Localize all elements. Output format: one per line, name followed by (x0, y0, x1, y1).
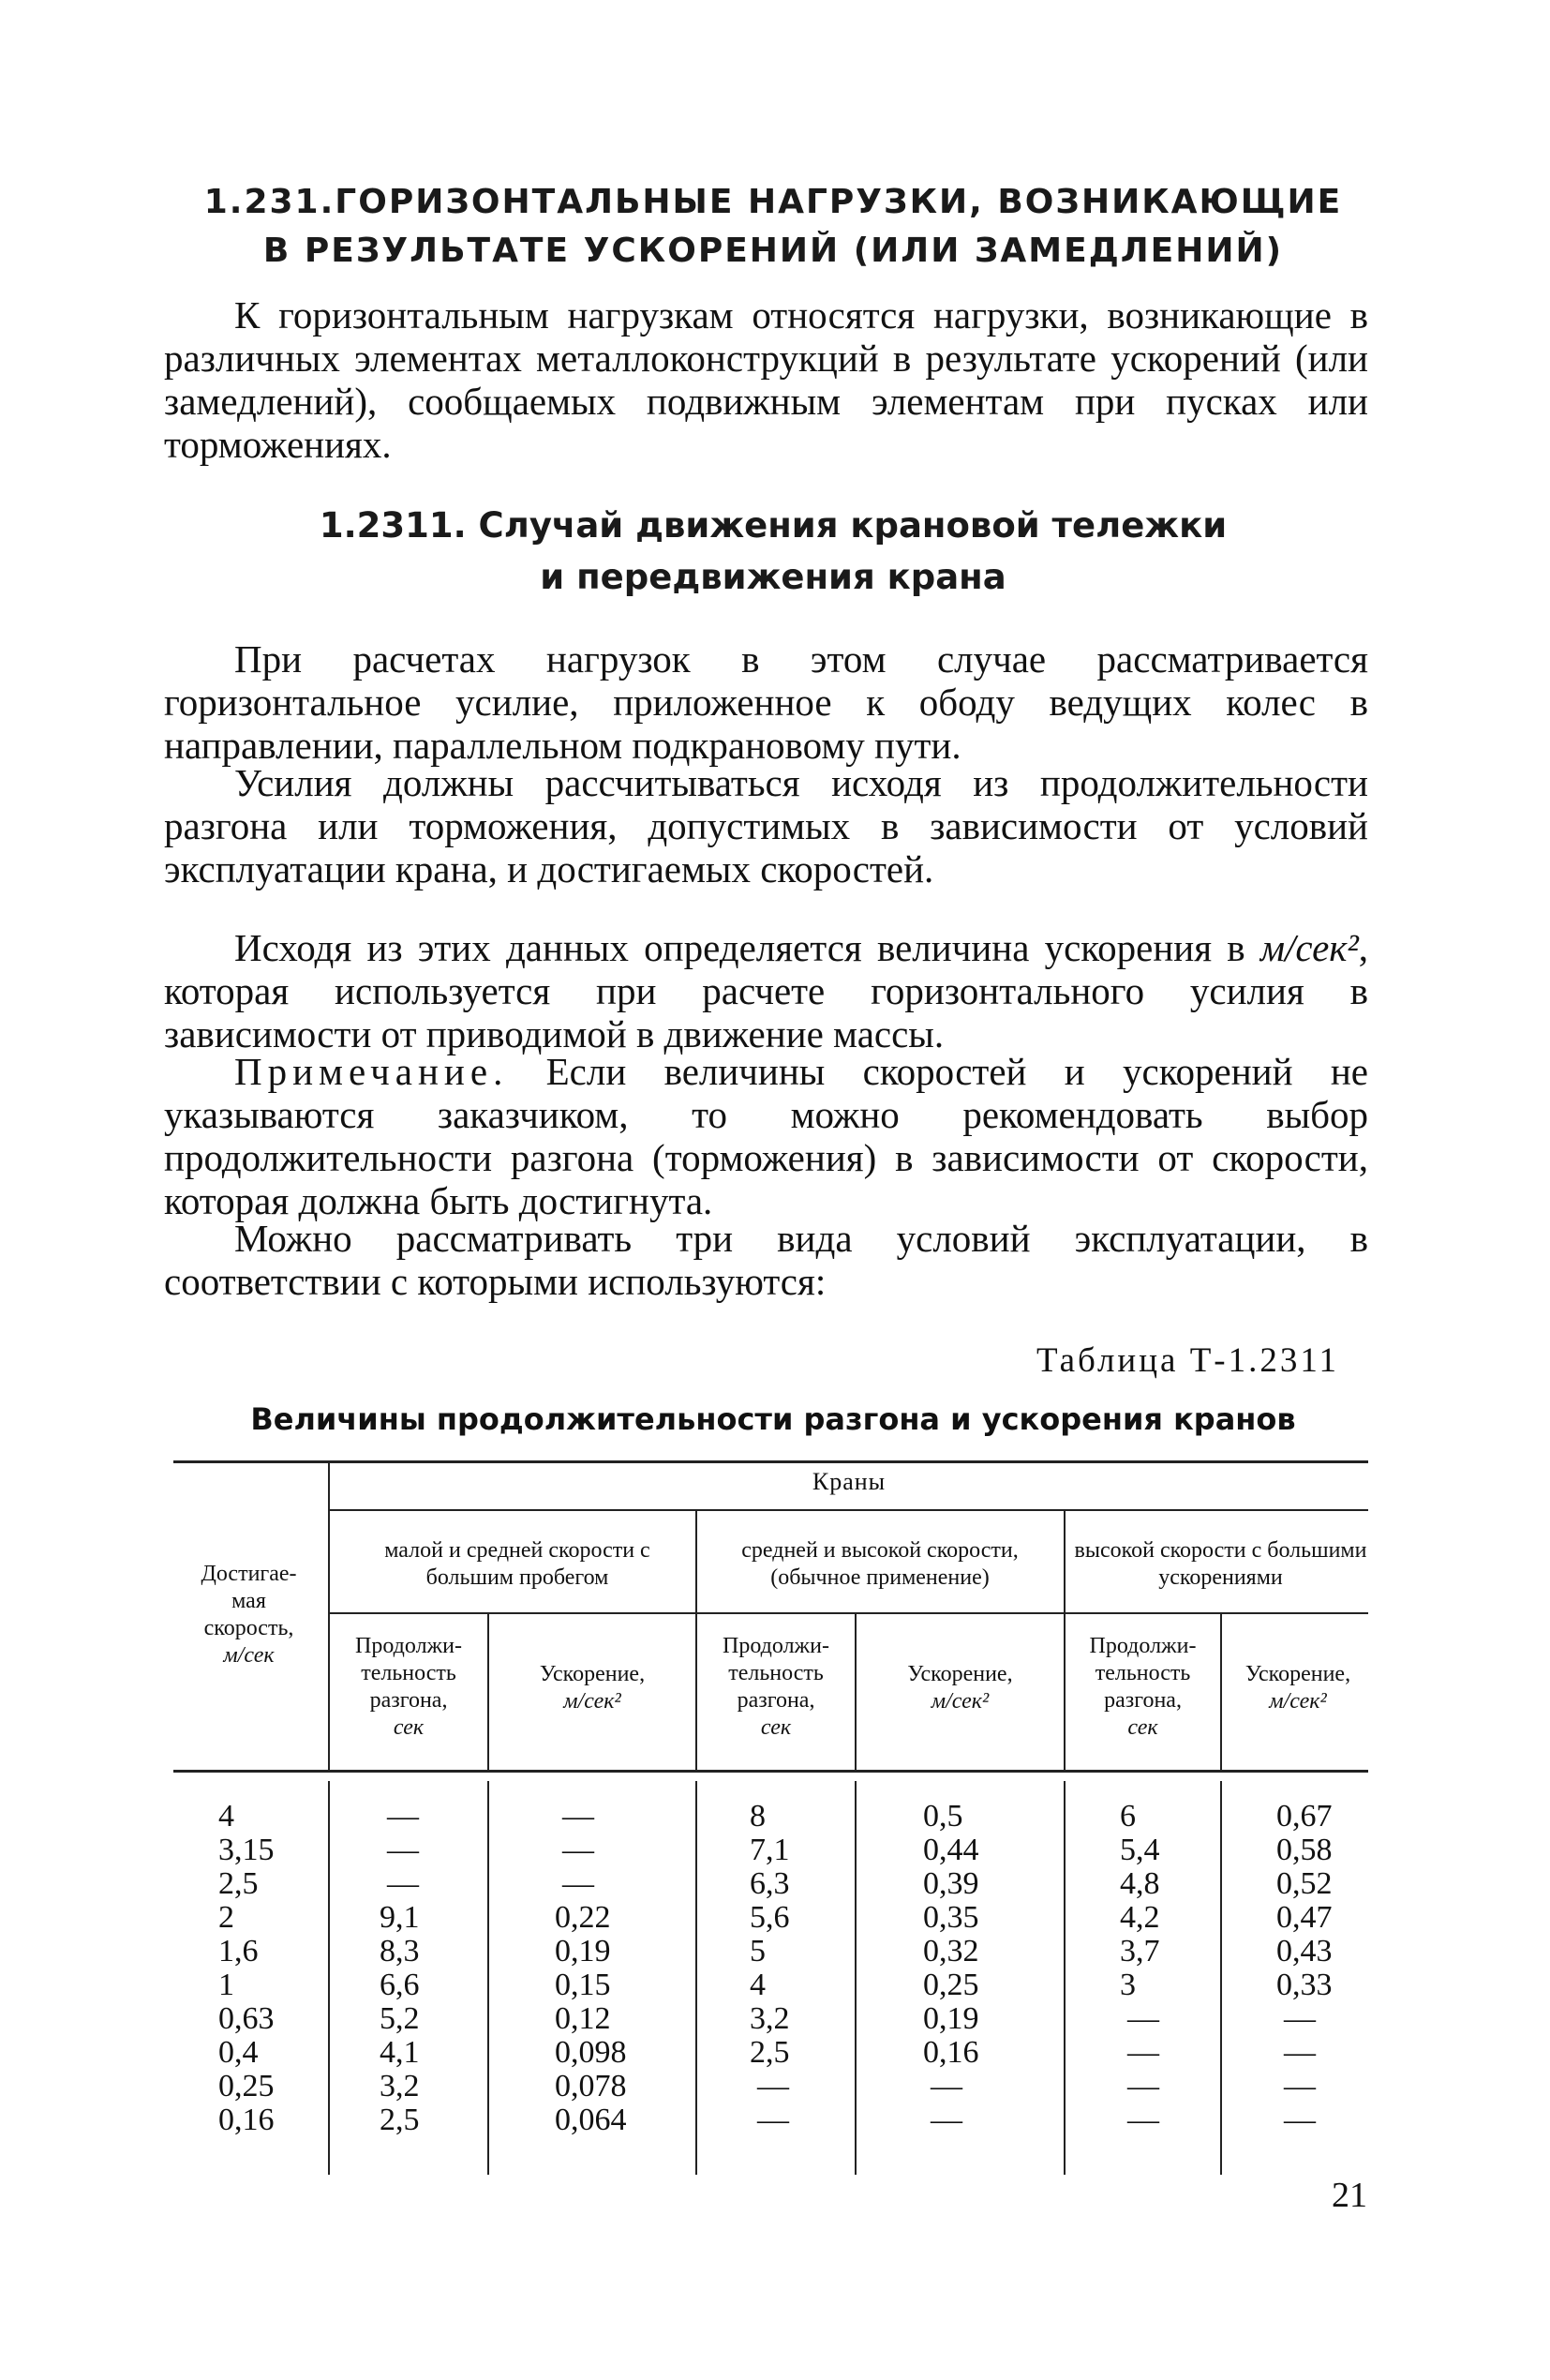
header-speed-line2: мая (231, 1589, 266, 1613)
table-cell: 0,064 (555, 2103, 627, 2137)
table-cell: 9,1 (380, 1900, 420, 1935)
g3-accel-unit: м/сек² (1269, 1689, 1327, 1714)
g1-duration-unit: сек (393, 1715, 425, 1740)
table-cell: — (1284, 2001, 1316, 2036)
table-cell: 0,098 (555, 2035, 627, 2070)
header-group-1: малой и средней скорости с большим пробегом (384, 1538, 650, 1590)
table-cell: — (562, 1833, 594, 1867)
vline-g2-header (1064, 1511, 1066, 1770)
table-cell: 4,8 (1120, 1866, 1160, 1901)
note-text: Если величины скоростей и ускорений не указываются заказчиком, то можно рекомендовать выбор продолжительности разгона (торможения) в зависимости от скорости, которая должна быть достигнута. (164, 1050, 1368, 1222)
header-speed-unit: м/сек (223, 1643, 275, 1668)
table-cell: 4 (218, 1799, 234, 1834)
g2-duration-line3: разгона, (737, 1688, 815, 1713)
table-cell: — (387, 1833, 419, 1867)
acceleration-unit: м/сек² (1259, 926, 1359, 969)
table-cell: 0,39 (923, 1866, 979, 1901)
table-cell: 2,5 (218, 1866, 259, 1901)
header-g2-accel (858, 1661, 1062, 1715)
paragraph-3-end: , которая используется при расчете горизонтального усилия в зависимости от приводимой в движение массы. (164, 926, 1368, 1055)
table-cell: 0,67 (1276, 1799, 1333, 1834)
table-cell: 0,4 (218, 2035, 259, 2070)
vline-g1-body (695, 1781, 697, 2175)
header-cranes: Краны (812, 1468, 887, 1495)
g3-duration-line1: Продолжи- (1089, 1634, 1197, 1658)
vline-g3-sub-header (1220, 1614, 1222, 1770)
vline-g1-header (695, 1511, 697, 1770)
table-cell: 0,16 (218, 2103, 275, 2137)
table-cell: 1,6 (218, 1934, 259, 1968)
cranes-rule (328, 1509, 1368, 1511)
table-cell: 0,22 (555, 1900, 611, 1935)
table-cell: 2,5 (380, 2103, 420, 2137)
table-cell: 0,16 (923, 2035, 979, 2070)
table-cell: 3,2 (380, 2069, 420, 2103)
header-bottom-rule (173, 1770, 1368, 1773)
column-g2-duration (750, 1800, 848, 2137)
header-group-2: средней и высокой скорости, (обычное применение) (741, 1538, 1019, 1590)
table-cell: 0,32 (923, 1934, 979, 1968)
vline-speed-header (328, 1462, 330, 1770)
table-cell: — (1127, 2103, 1159, 2137)
page-number: 21 (1332, 2176, 1367, 2215)
table-cell: 3,2 (750, 2001, 790, 2036)
table-cell: 4 (750, 1968, 766, 2002)
column-g1-accel (555, 1800, 686, 2137)
table-cell: 8 (750, 1799, 766, 1834)
vline-g2-sub-header (855, 1614, 857, 1770)
vline-g3-sub-body (1220, 1781, 1222, 2175)
g2-accel-label: Ускорение, (907, 1662, 1013, 1686)
table-cell: 0,15 (555, 1968, 611, 2002)
paragraph-2: Усилия должны рассчитываться исходя из продолжительности разгона или торможения, допустимых в зависимости от условий эксплуатации крана, и достигаемых скоростей. (164, 761, 1368, 891)
table-cell: 0,19 (923, 2001, 979, 2036)
column-g1-duration (380, 1800, 483, 2137)
table-cell: — (562, 1866, 594, 1901)
table-cell: 0,078 (555, 2069, 627, 2103)
table-cell: — (1284, 2103, 1316, 2137)
table-cell: — (1127, 2069, 1159, 2103)
table-cell: 3,15 (218, 1833, 275, 1867)
table-cell: 5,6 (750, 1900, 790, 1935)
table-cell: 0,44 (923, 1833, 979, 1867)
g2-accel-unit: м/сек² (931, 1689, 990, 1714)
table-cell: 5,2 (380, 2001, 420, 2036)
header-g1-duration (333, 1633, 484, 1742)
section-heading-line2: и передвижения крана (540, 557, 1006, 597)
vline-speed-body (328, 1781, 330, 2175)
table-cell: — (387, 1799, 419, 1834)
table-cell: — (1127, 2035, 1159, 2070)
g1-duration-line3: разгона, (369, 1688, 448, 1713)
table-cell: 8,3 (380, 1934, 420, 1968)
g1-accel-label: Ускорение, (539, 1662, 646, 1686)
table-cell: — (931, 2069, 962, 2103)
paragraph-5: Можно рассматривать три вида условий эксплуатации, в соответствии с которыми используются: (164, 1217, 1368, 1303)
g3-duration-line2: тельность (1095, 1661, 1191, 1685)
g1-duration-line1: Продолжи- (355, 1634, 462, 1658)
table-cell: 0,63 (218, 2001, 275, 2036)
header-g3-accel (1224, 1661, 1372, 1715)
table-cell: 1 (218, 1968, 234, 2002)
table-top-rule (173, 1460, 1368, 1463)
paragraph-3 (164, 926, 1368, 1055)
table-cell: 0,43 (1276, 1934, 1333, 1968)
table-cell: 0,25 (218, 2069, 275, 2103)
table-cell: 2,5 (750, 2035, 790, 2070)
column-g2-accel (923, 1800, 1054, 2137)
header-speed-line3: скорость, (203, 1616, 294, 1640)
table-cell: 3 (1120, 1968, 1136, 2002)
header-g3-duration (1067, 1633, 1218, 1742)
table-cell: — (1284, 2035, 1316, 2070)
header-speed (171, 1561, 326, 1669)
chapter-heading-line1: 1.231.ГОРИЗОНТАЛЬНЫЕ НАГРУЗКИ, ВОЗНИКАЮЩИЕ (203, 183, 1343, 221)
table-cell: 5 (750, 1934, 766, 1968)
table-label: Таблица Т-1.2311 (1036, 1341, 1339, 1380)
table-cell: — (931, 2103, 962, 2137)
table-cell: 3,7 (1120, 1934, 1160, 1968)
column-g3-duration (1120, 1800, 1214, 2137)
g1-accel-unit: м/сек² (563, 1689, 621, 1714)
table-cell: 0,47 (1276, 1900, 1333, 1935)
g3-accel-label: Ускорение, (1244, 1662, 1351, 1686)
header-speed-line1: Достигае- (201, 1562, 297, 1586)
table-cell: 4,1 (380, 2035, 420, 2070)
g2-duration-unit: сек (760, 1715, 792, 1740)
section-heading-line1: 1.2311. Случай движения крановой тележки (319, 505, 1228, 546)
table-cell: 5,4 (1120, 1833, 1160, 1867)
table-cell: — (757, 2103, 789, 2137)
vline-g1-sub-header (487, 1614, 489, 1770)
column-speed (218, 1800, 321, 2137)
g2-duration-line1: Продолжи- (723, 1634, 829, 1658)
table-cell: 0,58 (1276, 1833, 1333, 1867)
g3-duration-line3: разгона, (1104, 1688, 1182, 1713)
vline-g2-body (1064, 1781, 1066, 2175)
paragraph-1: При расчетах нагрузок в этом случае рассматривается горизонтальное усилие, приложенное к ободу ведущих колес в направлении, параллельном подкрановому пути. (164, 637, 1368, 767)
table-cell: 0,5 (923, 1799, 963, 1834)
note-paragraph (164, 1050, 1368, 1222)
note-label: Примечание. (234, 1050, 509, 1093)
intro-paragraph: К горизонтальным нагрузкам относятся нагрузки, возникающие в различных элементах металлоконструкций в результате ускорений (или замедлений), сообщаемых подвижным элементам при пусках или торможениях. (164, 293, 1368, 466)
group-rule (328, 1612, 1368, 1614)
vline-g2-sub-body (855, 1781, 857, 2175)
header-g2-duration (699, 1633, 853, 1742)
vline-g1-sub-body (487, 1781, 489, 2175)
table-cell: 0,35 (923, 1900, 979, 1935)
table-cell: — (1284, 2069, 1316, 2103)
table-cell: 6 (1120, 1799, 1136, 1834)
paragraph-3-start: Исходя из этих данных определяется величина ускорения в (234, 926, 1260, 969)
table-cell: 0,52 (1276, 1866, 1333, 1901)
table-cell: 6,6 (380, 1968, 420, 2002)
header-group-3: высокой скорости с большими ускорениями (1074, 1538, 1367, 1590)
table-cell: 0,25 (923, 1968, 979, 2002)
table-cell: 0,12 (555, 2001, 611, 2036)
table-title: Величины продолжительности разгона и ускорения кранов (250, 1401, 1296, 1437)
table-cell: 7,1 (750, 1833, 790, 1867)
chapter-heading-line2: В РЕЗУЛЬТАТЕ УСКОРЕНИЙ (ИЛИ ЗАМЕДЛЕНИЙ) (262, 232, 1284, 270)
header-g1-accel (491, 1661, 693, 1715)
table-cell: — (757, 2069, 789, 2103)
table-cell: 4,2 (1120, 1900, 1160, 1935)
table-cell: — (562, 1799, 594, 1834)
table-cell: 0,19 (555, 1934, 611, 1968)
table-cell: 6,3 (750, 1866, 790, 1901)
g1-duration-line2: тельность (361, 1661, 456, 1685)
column-g3-accel (1276, 1800, 1365, 2137)
g2-duration-line2: тельность (728, 1661, 824, 1685)
table-cell: 2 (218, 1900, 234, 1935)
table-cell: — (1127, 2001, 1159, 2036)
table-cell: — (387, 1866, 419, 1901)
table-cell: 0,33 (1276, 1968, 1333, 2002)
g3-duration-unit: сек (1127, 1715, 1158, 1740)
